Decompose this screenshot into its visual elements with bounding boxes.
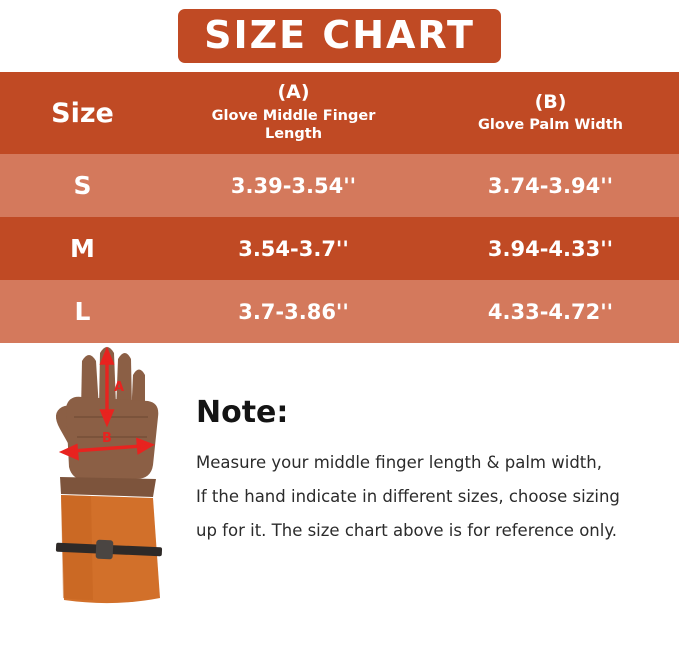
table-row [0, 280, 679, 343]
row-a-value: 3.7-3.86'' [238, 299, 349, 324]
row-a-cell [165, 237, 422, 261]
row-b-value: 3.94-4.33'' [487, 236, 614, 261]
row-b-cell [422, 300, 679, 324]
note-line: up for it. The size chart above is for reference only. [196, 520, 617, 540]
row-size-cell [0, 297, 165, 326]
row-b-value: 4.33-4.72'' [487, 299, 614, 324]
note-line: Measure your middle finger length & palm width, [196, 453, 602, 472]
note-line: If the hand indicate in different sizes, choose sizing [196, 486, 620, 506]
size-chart-table [0, 72, 679, 343]
header-a-sub: Glove Middle Finger Length [211, 108, 376, 143]
header-cell-a [165, 82, 422, 143]
measure-label-a: A [114, 380, 125, 395]
note-title: Note: [196, 395, 289, 430]
row-a-cell [165, 300, 422, 324]
header-b-key: (B) [534, 90, 567, 113]
row-size-value: M [70, 234, 95, 263]
header-b-sub: Glove Palm Width [478, 117, 623, 134]
row-size-value: S [73, 171, 92, 200]
glove-illustration [22, 343, 182, 604]
table-header-row [0, 72, 679, 154]
header-a-key: (A) [277, 81, 310, 104]
bottom-section [0, 343, 679, 604]
row-a-value: 3.54-3.7'' [238, 236, 349, 261]
header-cell-size [0, 98, 165, 129]
row-size-cell [0, 234, 165, 263]
row-b-cell [422, 237, 679, 261]
table-row [0, 217, 679, 280]
row-b-value: 3.74-3.94'' [487, 173, 614, 198]
table-row [0, 154, 679, 217]
title-bar [0, 0, 679, 72]
row-a-value: 3.39-3.54'' [230, 173, 357, 198]
row-a-cell [165, 174, 422, 198]
page-title: SIZE CHART [178, 9, 501, 63]
row-size-value: L [74, 297, 91, 326]
header-size-label: Size [51, 97, 114, 129]
measure-label-b: B [102, 431, 112, 446]
row-size-cell [0, 171, 165, 200]
header-cell-b [422, 92, 679, 135]
note-block [196, 395, 661, 547]
row-b-cell [422, 174, 679, 198]
